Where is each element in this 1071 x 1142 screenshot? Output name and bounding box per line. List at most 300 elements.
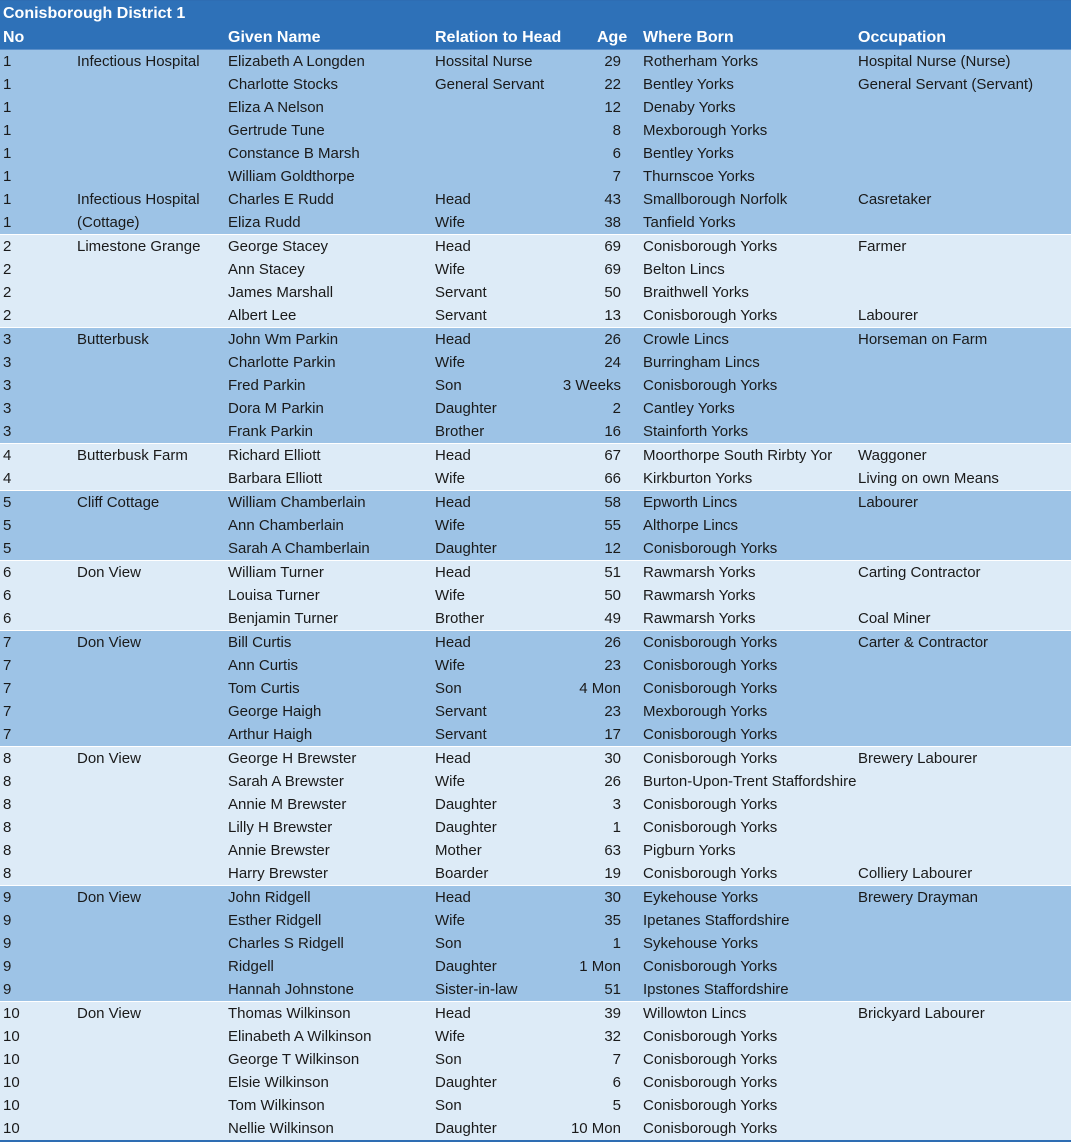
table-row <box>0 630 1071 654</box>
cell-no[interactable]: 7 <box>3 726 12 743</box>
cell-where-born[interactable]: Conisborough Yorks <box>643 750 778 767</box>
cell-relation[interactable]: Wife <box>435 517 465 534</box>
cell-relation[interactable]: Head <box>435 634 471 651</box>
table-row <box>0 119 1071 142</box>
cell-age[interactable]: 43 <box>604 191 621 208</box>
cell-where-born[interactable]: Conisborough Yorks <box>643 819 778 836</box>
cell-given-name[interactable]: William Goldthorpe <box>228 168 355 185</box>
table-row <box>0 142 1071 165</box>
cell-address[interactable]: Butterbusk <box>77 331 149 348</box>
cell-age[interactable]: 23 <box>604 657 621 674</box>
cell-occupation[interactable]: Living on own Means <box>858 470 999 487</box>
table-row <box>0 537 1071 560</box>
cell-given-name[interactable]: Charles S Ridgell <box>228 935 344 952</box>
cell-where-born[interactable]: Rawmarsh Yorks <box>643 587 756 604</box>
cell-where-born[interactable]: Smallborough Norfolk <box>643 191 788 208</box>
cell-no[interactable]: 6 <box>3 587 12 604</box>
cell-no[interactable]: 7 <box>3 680 12 697</box>
cell-no[interactable]: 1 <box>3 99 12 116</box>
cell-age[interactable]: 69 <box>604 261 621 278</box>
cell-where-born[interactable]: Ipetanes Staffordshire <box>643 912 790 929</box>
cell-where-born[interactable]: Denaby Yorks <box>643 99 736 116</box>
column-header-age[interactable]: Age <box>597 29 628 46</box>
cell-occupation[interactable]: Coal Miner <box>858 610 931 627</box>
cell-relation[interactable]: Wife <box>435 214 465 231</box>
cell-age[interactable]: 12 <box>604 540 621 557</box>
cell-age[interactable]: 55 <box>604 517 621 534</box>
cell-where-born[interactable]: Thurnscoe Yorks <box>643 168 755 185</box>
table-title-row <box>0 1 1071 26</box>
cell-occupation[interactable]: Colliery Labourer <box>858 865 973 882</box>
cell-relation[interactable]: Servant <box>435 284 487 301</box>
cell-given-name[interactable]: Albert Lee <box>228 307 297 324</box>
cell-address[interactable]: Don View <box>77 634 141 651</box>
cell-relation[interactable]: Sister-in-law <box>435 981 518 998</box>
cell-relation[interactable]: Servant <box>435 726 487 743</box>
cell-given-name[interactable]: Charles E Rudd <box>228 191 334 208</box>
cell-relation[interactable]: Son <box>435 1051 462 1068</box>
table-row <box>0 816 1071 839</box>
table-row <box>0 490 1071 514</box>
cell-given-name[interactable]: John Ridgell <box>228 889 311 906</box>
cell-age[interactable]: 38 <box>604 214 621 231</box>
cell-given-name[interactable]: Ridgell <box>228 958 274 975</box>
cell-relation[interactable]: Daughter <box>435 796 497 813</box>
cell-no[interactable]: 8 <box>3 750 12 767</box>
cell-given-name[interactable]: Barbara Elliott <box>228 470 323 487</box>
cell-relation[interactable]: Head <box>435 191 471 208</box>
table-row <box>0 1117 1071 1140</box>
cell-occupation[interactable]: General Servant (Servant) <box>858 76 1034 93</box>
cell-address[interactable]: Don View <box>77 1005 141 1022</box>
cell-age[interactable]: 58 <box>604 494 621 511</box>
cell-given-name[interactable]: George Haigh <box>228 703 322 720</box>
cell-age[interactable]: 35 <box>604 912 621 929</box>
table-row <box>0 514 1071 537</box>
cell-where-born[interactable]: Conisborough Yorks <box>643 377 778 394</box>
cell-given-name[interactable]: Constance B Marsh <box>228 145 360 162</box>
table-title: Conisborough District 1 <box>3 5 186 22</box>
cell-no[interactable]: 2 <box>3 261 12 278</box>
cell-address[interactable]: Limestone Grange <box>77 238 201 255</box>
cell-given-name[interactable]: Frank Parkin <box>228 423 314 440</box>
cell-age[interactable]: 51 <box>604 564 621 581</box>
table-row <box>0 397 1071 420</box>
cell-address[interactable]: Don View <box>77 889 141 906</box>
cell-given-name[interactable]: James Marshall <box>228 284 334 301</box>
cell-given-name[interactable]: Charlotte Parkin <box>228 354 336 371</box>
cell-no[interactable]: 1 <box>3 53 12 70</box>
cell-relation[interactable]: Head <box>435 447 471 464</box>
cell-relation[interactable]: Son <box>435 377 462 394</box>
cell-no[interactable]: 2 <box>3 284 12 301</box>
cell-where-born[interactable]: Ipstones Staffordshire <box>643 981 789 998</box>
table-row <box>0 770 1071 793</box>
cell-no[interactable]: 3 <box>3 423 12 440</box>
table-row <box>0 1048 1071 1071</box>
cell-where-born[interactable]: Cantley Yorks <box>643 400 735 417</box>
cell-given-name[interactable]: Ann Curtis <box>228 657 299 674</box>
cell-where-born[interactable]: Epworth Lincs <box>643 494 738 511</box>
cell-where-born[interactable]: Crowle Lincs <box>643 331 729 348</box>
cell-where-born[interactable]: Bentley Yorks <box>643 76 734 93</box>
cell-given-name[interactable]: Fred Parkin <box>228 377 306 394</box>
cell-where-born[interactable]: Conisborough Yorks <box>643 307 778 324</box>
cell-given-name[interactable]: Lilly H Brewster <box>228 819 333 836</box>
cell-no[interactable]: 10 <box>3 1028 20 1045</box>
cell-where-born[interactable]: Rotherham Yorks <box>643 53 759 70</box>
cell-age[interactable]: 13 <box>604 307 621 324</box>
cell-age[interactable]: 1 <box>612 935 621 952</box>
cell-relation[interactable]: Daughter <box>435 400 497 417</box>
cell-no[interactable]: 10 <box>3 1051 20 1068</box>
cell-relation[interactable]: Wife <box>435 587 465 604</box>
table-row <box>0 443 1071 467</box>
cell-where-born[interactable]: Conisborough Yorks <box>643 1051 778 1068</box>
table-row <box>0 211 1071 234</box>
cell-no[interactable]: 9 <box>3 981 12 998</box>
cell-no[interactable]: 10 <box>3 1074 20 1091</box>
cell-no[interactable]: 1 <box>3 191 12 208</box>
table-row <box>0 234 1071 258</box>
cell-no[interactable]: 3 <box>3 331 12 348</box>
cell-no[interactable]: 9 <box>3 912 12 929</box>
table-row <box>0 1025 1071 1048</box>
cell-age[interactable]: 5 <box>612 1097 621 1114</box>
cell-occupation[interactable]: Waggoner <box>858 447 927 464</box>
cell-given-name[interactable]: George T Wilkinson <box>228 1051 360 1068</box>
table-row <box>0 188 1071 211</box>
cell-no[interactable]: 3 <box>3 354 12 371</box>
cell-no[interactable]: 3 <box>3 377 12 394</box>
cell-occupation[interactable]: Casretaker <box>858 191 932 208</box>
column-header-occupation[interactable]: Occupation <box>858 29 947 46</box>
cell-given-name[interactable]: George H Brewster <box>228 750 357 767</box>
cell-where-born[interactable]: Bentley Yorks <box>643 145 734 162</box>
cell-no[interactable]: 7 <box>3 703 12 720</box>
cell-relation[interactable]: Servant <box>435 703 487 720</box>
cell-no[interactable]: 9 <box>3 958 12 975</box>
cell-relation[interactable]: Wife <box>435 354 465 371</box>
cell-given-name[interactable]: Thomas Wilkinson <box>228 1005 351 1022</box>
cell-where-born[interactable]: Conisborough Yorks <box>643 1097 778 1114</box>
cell-no[interactable]: 1 <box>3 214 12 231</box>
cell-age[interactable]: 49 <box>604 610 621 627</box>
cell-age[interactable]: 50 <box>604 587 621 604</box>
cell-age[interactable]: 66 <box>604 470 621 487</box>
table-row <box>0 862 1071 885</box>
cell-no[interactable]: 1 <box>3 122 12 139</box>
cell-age[interactable]: 12 <box>604 99 621 116</box>
cell-age[interactable]: 26 <box>604 773 621 790</box>
table-row <box>0 793 1071 816</box>
cell-age[interactable]: 24 <box>604 354 621 371</box>
cell-where-born[interactable]: Rawmarsh Yorks <box>643 564 756 581</box>
cell-relation[interactable]: Wife <box>435 912 465 929</box>
cell-where-born[interactable]: Burton-Upon-Trent Staffordshire <box>643 773 857 790</box>
cell-given-name[interactable]: Esther Ridgell <box>228 912 322 929</box>
cell-where-born[interactable]: Conisborough Yorks <box>643 796 778 813</box>
cell-given-name[interactable]: Hannah Johnstone <box>228 981 354 998</box>
cell-age[interactable]: 69 <box>604 238 621 255</box>
cell-where-born[interactable]: Kirkburton Yorks <box>643 470 753 487</box>
cell-age[interactable]: 1 Mon <box>579 958 621 975</box>
table-row <box>0 654 1071 677</box>
table-row <box>0 281 1071 304</box>
cell-no[interactable]: 8 <box>3 773 12 790</box>
cell-given-name[interactable]: William Turner <box>228 564 324 581</box>
cell-no[interactable]: 1 <box>3 168 12 185</box>
cell-address[interactable]: Cliff Cottage <box>77 494 160 511</box>
cell-where-born[interactable]: Sykehouse Yorks <box>643 935 759 952</box>
cell-where-born[interactable]: Burringham Lincs <box>643 354 760 371</box>
cell-given-name[interactable]: Annie Brewster <box>228 842 330 859</box>
cell-address[interactable]: (Cottage) <box>77 214 140 231</box>
cell-occupation[interactable]: Labourer <box>858 307 919 324</box>
cell-where-born[interactable]: Conisborough Yorks <box>643 540 778 557</box>
cell-relation[interactable]: Wife <box>435 1028 465 1045</box>
cell-where-born[interactable]: Conisborough Yorks <box>643 657 778 674</box>
cell-address[interactable]: Butterbusk Farm <box>77 447 188 464</box>
cell-age[interactable]: 8 <box>612 122 621 139</box>
cell-given-name[interactable]: Sarah A Chamberlain <box>228 540 370 557</box>
cell-no[interactable]: 10 <box>3 1097 20 1114</box>
cell-where-born[interactable]: Belton Lincs <box>643 261 725 278</box>
table-row <box>0 73 1071 96</box>
table-row <box>0 607 1071 630</box>
cell-relation[interactable]: Wife <box>435 657 465 674</box>
cell-where-born[interactable]: Conisborough Yorks <box>643 680 778 697</box>
cell-address[interactable]: Infectious Hospital <box>77 191 200 208</box>
cell-no[interactable]: 6 <box>3 610 12 627</box>
cell-age[interactable]: 3 <box>612 796 621 813</box>
cell-no[interactable]: 8 <box>3 865 12 882</box>
cell-relation[interactable]: Daughter <box>435 819 497 836</box>
cell-relation[interactable]: Brother <box>435 610 485 627</box>
cell-no[interactable]: 1 <box>3 76 12 93</box>
cell-where-born[interactable]: Mexborough Yorks <box>643 122 768 139</box>
cell-relation[interactable]: Wife <box>435 773 465 790</box>
cell-given-name[interactable]: Tom Wilkinson <box>228 1097 325 1114</box>
cell-no[interactable]: 7 <box>3 634 12 651</box>
cell-no[interactable]: 5 <box>3 494 12 511</box>
cell-no[interactable]: 8 <box>3 819 12 836</box>
column-header-relation[interactable]: Relation to Head <box>435 29 562 46</box>
cell-relation[interactable]: Hossital Nurse <box>435 53 533 70</box>
cell-age[interactable]: 16 <box>604 423 621 440</box>
cell-relation[interactable]: Head <box>435 331 471 348</box>
cell-age[interactable]: 51 <box>604 981 621 998</box>
cell-given-name[interactable]: Gertrude Tune <box>228 122 325 139</box>
cell-given-name[interactable]: Arthur Haigh <box>228 726 313 743</box>
table-row <box>0 96 1071 119</box>
cell-age[interactable]: 6 <box>612 145 621 162</box>
cell-given-name[interactable]: Ann Chamberlain <box>228 517 344 534</box>
cell-age[interactable]: 30 <box>604 889 621 906</box>
cell-where-born[interactable]: Pigburn Yorks <box>643 842 736 859</box>
cell-given-name[interactable]: Tom Curtis <box>228 680 300 697</box>
cell-no[interactable]: 9 <box>3 935 12 952</box>
cell-no[interactable]: 2 <box>3 238 12 255</box>
cell-occupation[interactable]: Hospital Nurse (Nurse) <box>858 53 1011 70</box>
cell-relation[interactable]: Daughter <box>435 1120 497 1137</box>
cell-relation[interactable]: Daughter <box>435 1074 497 1091</box>
cell-given-name[interactable]: Dora M Parkin <box>228 400 324 417</box>
cell-given-name[interactable]: Elizabeth A Longden <box>228 53 365 70</box>
cell-relation[interactable]: Wife <box>435 261 465 278</box>
cell-where-born[interactable]: Conisborough Yorks <box>643 1028 778 1045</box>
table-row <box>0 1001 1071 1025</box>
cell-age[interactable]: 22 <box>604 76 621 93</box>
table-row <box>0 700 1071 723</box>
cell-given-name[interactable]: Nellie Wilkinson <box>228 1120 334 1137</box>
cell-no[interactable]: 1 <box>3 145 12 162</box>
cell-no[interactable]: 2 <box>3 307 12 324</box>
cell-occupation[interactable]: Labourer <box>858 494 919 511</box>
cell-age[interactable]: 3 Weeks <box>562 377 621 394</box>
cell-age[interactable]: 23 <box>604 703 621 720</box>
cell-no[interactable]: 3 <box>3 400 12 417</box>
cell-relation[interactable]: Head <box>435 238 471 255</box>
cell-relation[interactable]: Head <box>435 1005 471 1022</box>
cell-address[interactable]: Don View <box>77 564 141 581</box>
cell-given-name[interactable]: Sarah A Brewster <box>228 773 344 790</box>
cell-given-name[interactable]: William Chamberlain <box>228 494 366 511</box>
cell-no[interactable]: 8 <box>3 796 12 813</box>
cell-given-name[interactable]: Bill Curtis <box>228 634 292 651</box>
cell-given-name[interactable]: George Stacey <box>228 238 329 255</box>
cell-where-born[interactable]: Stainforth Yorks <box>643 423 749 440</box>
cell-age[interactable]: 29 <box>604 53 621 70</box>
cell-age[interactable]: 2 <box>612 400 621 417</box>
cell-relation[interactable]: Daughter <box>435 540 497 557</box>
table-row <box>0 584 1071 607</box>
cell-given-name[interactable]: Elsie Wilkinson <box>228 1074 329 1091</box>
cell-age[interactable]: 32 <box>604 1028 621 1045</box>
cell-age[interactable]: 19 <box>604 865 621 882</box>
cell-given-name[interactable]: Charlotte Stocks <box>228 76 339 93</box>
cell-where-born[interactable]: Conisborough Yorks <box>643 1120 778 1137</box>
cell-age[interactable]: 39 <box>604 1005 621 1022</box>
cell-where-born[interactable]: Rawmarsh Yorks <box>643 610 756 627</box>
cell-age[interactable]: 26 <box>604 634 621 651</box>
cell-age[interactable]: 1 <box>612 819 621 836</box>
cell-where-born[interactable]: Conisborough Yorks <box>643 865 778 882</box>
cell-no[interactable]: 10 <box>3 1005 20 1022</box>
cell-age[interactable]: 6 <box>612 1074 621 1091</box>
cell-age[interactable]: 67 <box>604 447 621 464</box>
cell-where-born[interactable]: Conisborough Yorks <box>643 958 778 975</box>
cell-occupation[interactable]: Carting Contractor <box>858 564 981 581</box>
cell-relation[interactable]: Head <box>435 889 471 906</box>
cell-where-born[interactable]: Moorthorpe South Rirbty Yor <box>643 447 833 464</box>
cell-no[interactable]: 9 <box>3 889 12 906</box>
cell-given-name[interactable]: John Wm Parkin <box>228 331 339 348</box>
cell-relation[interactable]: Son <box>435 680 462 697</box>
table-row <box>0 420 1071 443</box>
cell-relation[interactable]: Head <box>435 750 471 767</box>
cell-occupation[interactable]: Brewery Drayman <box>858 889 979 906</box>
cell-given-name[interactable]: Eliza A Nelson <box>228 99 324 116</box>
cell-where-born[interactable]: Mexborough Yorks <box>643 703 768 720</box>
cell-given-name[interactable]: Annie M Brewster <box>228 796 347 813</box>
cell-age[interactable]: 7 <box>612 1051 621 1068</box>
cell-occupation[interactable]: Farmer <box>858 238 907 255</box>
cell-relation[interactable]: Daughter <box>435 958 497 975</box>
cell-occupation[interactable]: Brewery Labourer <box>858 750 978 767</box>
table-row <box>0 304 1071 327</box>
table-row <box>0 677 1071 700</box>
table-body <box>0 50 1071 1140</box>
cell-where-born[interactable]: Conisborough Yorks <box>643 1074 778 1091</box>
cell-given-name[interactable]: Harry Brewster <box>228 865 329 882</box>
cell-where-born[interactable]: Willowton Lincs <box>643 1005 747 1022</box>
cell-no[interactable]: 8 <box>3 842 12 859</box>
cell-given-name[interactable]: Louisa Turner <box>228 587 320 604</box>
cell-occupation[interactable]: Brickyard Labourer <box>858 1005 985 1022</box>
column-header-row <box>0 26 1071 50</box>
cell-no[interactable]: 5 <box>3 517 12 534</box>
cell-no[interactable]: 4 <box>3 447 12 464</box>
cell-no[interactable]: 7 <box>3 657 12 674</box>
cell-no[interactable]: 10 <box>3 1120 20 1137</box>
cell-no[interactable]: 6 <box>3 564 12 581</box>
cell-given-name[interactable]: Elinabeth A Wilkinson <box>228 1028 372 1045</box>
table-row <box>0 1094 1071 1117</box>
column-header-given-name[interactable]: Given Name <box>228 29 321 46</box>
cell-relation[interactable]: Head <box>435 494 471 511</box>
cell-relation[interactable]: Brother <box>435 423 485 440</box>
cell-age[interactable]: 50 <box>604 284 621 301</box>
cell-relation[interactable]: Mother <box>435 842 482 859</box>
cell-age[interactable]: 4 Mon <box>579 680 621 697</box>
cell-age[interactable]: 7 <box>612 168 621 185</box>
cell-occupation[interactable]: Horseman on Farm <box>858 331 988 348</box>
cell-relation[interactable]: Son <box>435 935 462 952</box>
cell-where-born[interactable]: Conisborough Yorks <box>643 726 778 743</box>
cell-relation[interactable]: Servant <box>435 307 487 324</box>
cell-address[interactable]: Don View <box>77 750 141 767</box>
cell-relation[interactable]: General Servant <box>435 76 545 93</box>
cell-where-born[interactable]: Althorpe Lincs <box>643 517 739 534</box>
cell-age[interactable]: 17 <box>604 726 621 743</box>
column-header-no[interactable]: No <box>3 29 25 46</box>
cell-relation[interactable]: Wife <box>435 470 465 487</box>
cell-age[interactable]: 26 <box>604 331 621 348</box>
cell-no[interactable]: 4 <box>3 470 12 487</box>
cell-age[interactable]: 63 <box>604 842 621 859</box>
column-header-where-born[interactable]: Where Born <box>643 29 734 46</box>
cell-where-born[interactable]: Conisborough Yorks <box>643 634 778 651</box>
cell-relation[interactable]: Boarder <box>435 865 489 882</box>
cell-where-born[interactable]: Conisborough Yorks <box>643 238 778 255</box>
cell-where-born[interactable]: Eykehouse Yorks <box>643 889 759 906</box>
cell-age[interactable]: 30 <box>604 750 621 767</box>
cell-relation[interactable]: Son <box>435 1097 462 1114</box>
cell-given-name[interactable]: Benjamin Turner <box>228 610 339 627</box>
cell-relation[interactable]: Head <box>435 564 471 581</box>
cell-age[interactable]: 10 Mon <box>570 1120 621 1137</box>
cell-occupation[interactable]: Carter & Contractor <box>858 634 989 651</box>
cell-no[interactable]: 5 <box>3 540 12 557</box>
cell-address[interactable]: Infectious Hospital <box>77 53 200 70</box>
cell-where-born[interactable]: Braithwell Yorks <box>643 284 749 301</box>
cell-given-name[interactable]: Richard Elliott <box>228 447 321 464</box>
cell-where-born[interactable]: Tanfield Yorks <box>643 214 736 231</box>
table-row <box>0 932 1071 955</box>
cell-given-name[interactable]: Eliza Rudd <box>228 214 301 231</box>
cell-given-name[interactable]: Ann Stacey <box>228 261 305 278</box>
